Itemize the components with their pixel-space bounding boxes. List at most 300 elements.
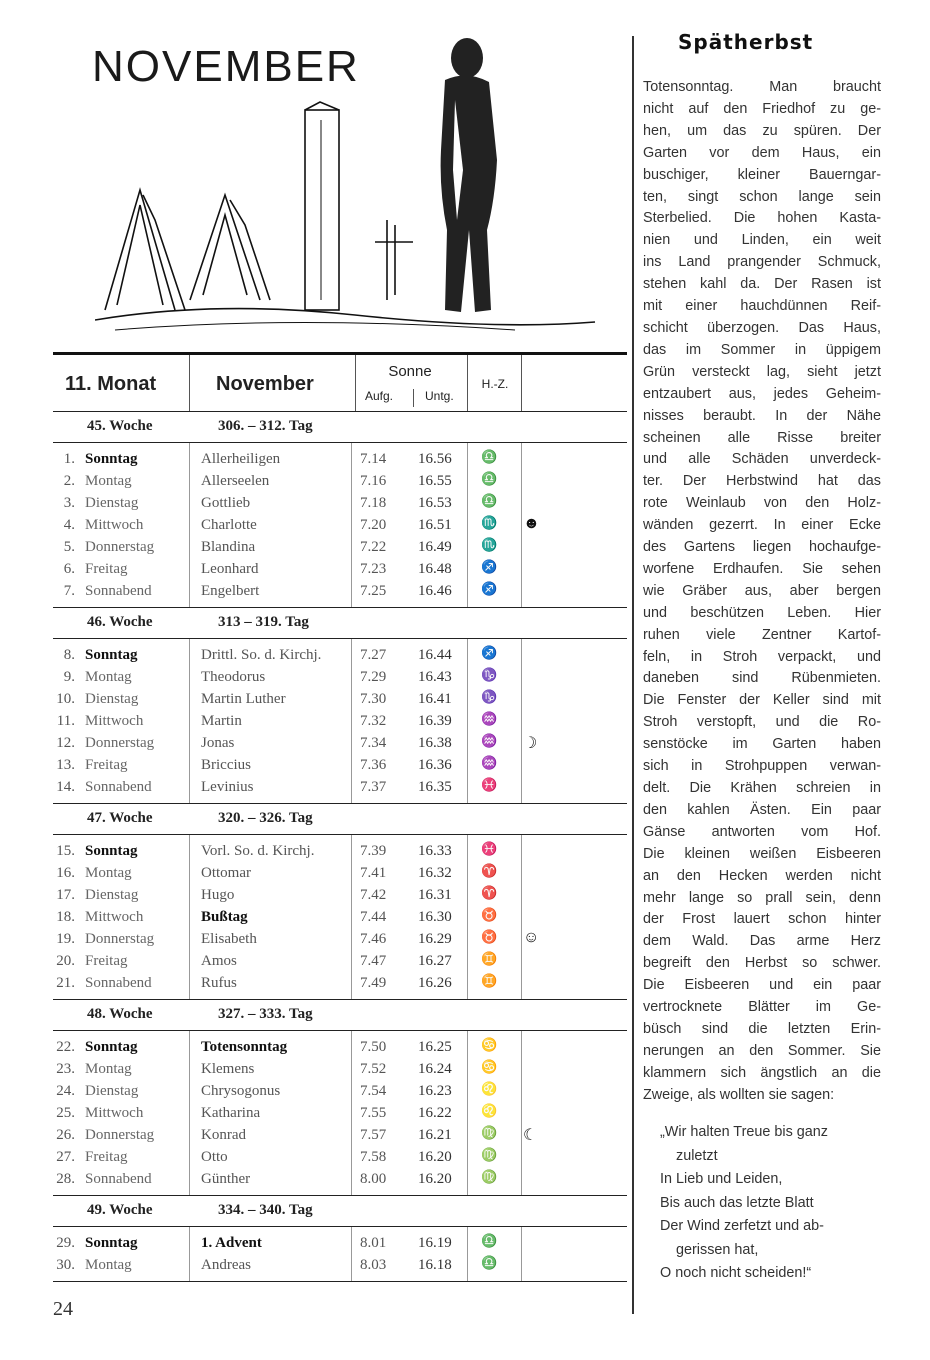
weekday-name: Donnerstag [85, 931, 155, 947]
day-row [53, 863, 627, 885]
day-number: 5. [63, 539, 75, 555]
sunset-time: 16.35 [418, 779, 452, 795]
day-row [53, 1059, 627, 1081]
zodiac-sign-icon: ♒ [481, 711, 498, 726]
sunrise-time: 7.32 [360, 713, 387, 729]
page-number: 24 [53, 1298, 73, 1320]
name-day: Konrad [201, 1127, 246, 1143]
month-number-header: 11. Monat [65, 373, 157, 395]
week-header [53, 1196, 627, 1227]
article-line: und beschützen Leben. Hier [643, 604, 881, 621]
day-row [53, 885, 627, 907]
article-line: Die Eisbeeren und ein paar [643, 977, 881, 994]
article-line: nicht auf den Friedhof zu ge- [643, 100, 881, 117]
weeks-container [53, 412, 627, 1282]
day-number: 27. [56, 1149, 75, 1165]
name-day: Ottomar [201, 865, 251, 881]
weekday-name: Dienstag [85, 887, 139, 903]
week-day-range: 306. – 312. Tag [218, 418, 313, 434]
zodiac-sign-icon: ♏ [481, 515, 498, 530]
zodiac-sign-icon: ♎ [481, 493, 498, 508]
weekday-name: Sonntag [85, 451, 138, 467]
weekday-name: Sonntag [85, 647, 138, 663]
week-label: 45. Woche [87, 418, 153, 434]
name-day: Allerseelen [201, 473, 270, 489]
day-number: 7. [63, 583, 75, 599]
sunrise-time: 7.29 [360, 669, 387, 685]
calendar-table [53, 352, 627, 1282]
zodiac-sign-icon: ♍ [481, 1125, 498, 1140]
sunrise-time: 7.52 [360, 1061, 387, 1077]
article-line: Die Fenster der Keller sind mit [643, 692, 881, 709]
week-days [53, 835, 627, 1000]
sunset-time: 16.18 [418, 1257, 452, 1273]
article-line: nien und Linden, ein weit [643, 232, 881, 249]
day-number: 16. [56, 865, 75, 881]
day-number: 26. [56, 1127, 75, 1143]
sunset-time: 16.33 [418, 843, 452, 859]
article-line: klammern sich ängstlich an die [643, 1064, 881, 1081]
day-number: 13. [56, 757, 75, 773]
article-line: nerungen an den Sommer. Sie [643, 1042, 881, 1059]
sunset-time: 16.38 [418, 735, 452, 751]
day-row [53, 1147, 627, 1169]
day-row [53, 1081, 627, 1103]
week-label: 49. Woche [87, 1202, 153, 1218]
article-line: Zweige, als wollten sie sagen: [643, 1086, 835, 1103]
sunset-time: 16.55 [418, 473, 452, 489]
weekday-name: Montag [85, 473, 132, 489]
zodiac-sign-icon: ♉ [481, 907, 498, 922]
weekday-name: Montag [85, 669, 132, 685]
week-header [53, 1000, 627, 1031]
zodiac-sign-icon: ♐ [481, 559, 498, 574]
sunrise-time: 7.36 [360, 757, 387, 773]
sunset-time: 16.23 [418, 1083, 452, 1099]
weekday-name: Mittwoch [85, 713, 144, 729]
day-row [53, 493, 627, 515]
sunrise-time: 7.18 [360, 495, 387, 511]
article-body [643, 77, 881, 1107]
sunrise-time: 7.49 [360, 975, 387, 991]
name-day: Andreas [201, 1257, 251, 1273]
article-line: ter. Der Herbstwind hat das [643, 473, 881, 490]
name-day: Jonas [201, 735, 235, 751]
name-day: Engelbert [201, 583, 260, 599]
name-day: Katharina [201, 1105, 261, 1121]
article-line: an den Hecken werden nicht [643, 867, 881, 884]
article-line: Grün versteckt lag, sieht jetzt [643, 363, 881, 380]
weekday-name: Mittwoch [85, 909, 144, 925]
name-day: Elisabeth [201, 931, 257, 947]
article-line: sich in Strohpuppen verwan- [643, 758, 881, 775]
sunrise-time: 7.14 [360, 451, 387, 467]
name-day: Totensonntag [201, 1039, 288, 1055]
weekday-name: Sonnabend [85, 1171, 152, 1187]
sunrise-time: 7.34 [360, 735, 387, 751]
week-days [53, 1031, 627, 1196]
day-number: 23. [56, 1061, 75, 1077]
zodiac-sign-icon: ♎ [481, 449, 498, 464]
sunset-time: 16.25 [418, 1039, 452, 1055]
day-number: 29. [56, 1235, 75, 1251]
sunset-time: 16.48 [418, 561, 452, 577]
weekday-name: Freitag [85, 953, 128, 969]
day-row [53, 755, 627, 777]
day-number: 3. [63, 495, 75, 511]
poem-line: „Wir halten Treue bis ganz [660, 1124, 828, 1140]
weekday-name: Donnerstag [85, 735, 155, 751]
sunrise-time: 7.54 [360, 1083, 387, 1099]
sunrise-time: 7.44 [360, 909, 387, 925]
week-day-range: 327. – 333. Tag [218, 1006, 313, 1022]
name-day: Briccius [201, 757, 251, 773]
sunset-time: 16.26 [418, 975, 452, 991]
sunrise-time: 7.20 [360, 517, 387, 533]
name-day: Hugo [201, 887, 235, 903]
sunset-time: 16.44 [418, 647, 452, 663]
week-label: 48. Woche [87, 1006, 153, 1022]
article-line: Sterbelied. Die hohen Kasta- [643, 210, 881, 227]
cemetery-illustration [95, 30, 615, 340]
article-line: entzaubert aus, jedes Geheim- [643, 385, 881, 402]
zodiac-sign-icon: ♒ [481, 733, 498, 748]
week-day-range: 334. – 340. Tag [218, 1202, 313, 1218]
zodiac-sign-icon: ♎ [481, 1233, 498, 1248]
article-line: hen, um das zu spüren. Der [643, 122, 881, 139]
day-number: 21. [56, 975, 75, 991]
article-line: Die kleinen weißen Eisbeeren [643, 845, 881, 862]
sunset-time: 16.31 [418, 887, 452, 903]
week-header [53, 804, 627, 835]
zodiac-sign-icon: ♌ [481, 1081, 498, 1096]
article-line: Gänse antworten vom Hof. [643, 823, 881, 840]
day-number: 4. [63, 517, 75, 533]
day-row [53, 515, 627, 537]
name-day: Martin Luther [201, 691, 286, 707]
sunrise-time: 7.57 [360, 1127, 387, 1143]
sunrise-time: 7.46 [360, 931, 387, 947]
day-row [53, 973, 627, 995]
sunset-time: 16.22 [418, 1105, 452, 1121]
article-line: vertrocknete Blätter im Ge- [643, 999, 881, 1016]
column-divider [632, 36, 634, 1314]
day-number: 20. [56, 953, 75, 969]
article-line: buschiger, kleiner Bauerngar- [643, 166, 881, 183]
poem-line: In Lieb und Leiden, [660, 1171, 783, 1187]
sunrise-time: 7.58 [360, 1149, 387, 1165]
sunset-time: 16.27 [418, 953, 452, 969]
poem-line: zuletzt [676, 1147, 718, 1164]
day-row [53, 777, 627, 799]
article-title: Spätherbst [678, 30, 814, 54]
sunset-time: 16.39 [418, 713, 452, 729]
zodiac-sign-icon: ♈ [481, 885, 498, 900]
article-line: Garten vor dem Haus, ein [643, 144, 881, 161]
sunset-time: 16.29 [418, 931, 452, 947]
day-number: 14. [56, 779, 75, 795]
day-number: 18. [56, 909, 75, 925]
sunrise-time: 7.39 [360, 843, 387, 859]
zodiac-sign-icon: ♒ [481, 755, 498, 770]
name-day: Blandina [201, 539, 256, 555]
sunset-time: 16.36 [418, 757, 452, 773]
weekday-name: Sonntag [85, 1039, 138, 1055]
zodiac-sign-icon: ♓ [481, 777, 498, 792]
weekday-name: Sonnabend [85, 975, 152, 991]
article-line: des Gartens liegen hochaufge- [643, 539, 881, 556]
week-header [53, 608, 627, 639]
sunrise-time: 7.37 [360, 779, 387, 795]
sunset-time: 16.24 [418, 1061, 452, 1077]
name-day: Vorl. So. d. Kirchj. [201, 843, 315, 859]
article-line: büsch sind die letzten Erin- [643, 1020, 881, 1037]
article-line: mit einer hauchdünnen Reif- [643, 298, 881, 315]
sunset-time: 16.30 [418, 909, 452, 925]
name-day: Günther [201, 1171, 251, 1187]
day-row [53, 581, 627, 603]
day-row [53, 667, 627, 689]
day-row [53, 1037, 627, 1059]
weekday-name: Donnerstag [85, 1127, 155, 1143]
weekday-name: Mittwoch [85, 1105, 144, 1121]
sunset-time: 16.21 [418, 1127, 452, 1143]
zodiac-sign-icon: ♈ [481, 863, 498, 878]
weekday-name: Dienstag [85, 1083, 139, 1099]
weekday-name: Freitag [85, 561, 128, 577]
article-line: der Frost lauert schon hinter [643, 911, 881, 928]
sunset-time: 16.41 [418, 691, 452, 707]
day-row [53, 733, 627, 755]
article-line: wie Gräber aus, aber bergen [643, 582, 881, 599]
sunset-time: 16.32 [418, 865, 452, 881]
week-header [53, 412, 627, 443]
sunrise-time: 7.47 [360, 953, 387, 969]
day-number: 24. [56, 1083, 75, 1099]
name-day: Theodorus [201, 669, 266, 685]
zodiac-sign-icon: ♎ [481, 1255, 498, 1270]
day-row [53, 537, 627, 559]
sun-header: Sonne [388, 363, 432, 380]
name-day: Leonhard [201, 561, 259, 577]
day-row [53, 689, 627, 711]
sunset-time: 16.51 [418, 517, 452, 533]
sunrise-time: 8.01 [360, 1235, 387, 1251]
name-day: Allerheiligen [201, 451, 281, 467]
weekday-name: Freitag [85, 757, 128, 773]
zodiac-sign-icon: ♏ [481, 537, 498, 552]
zodiac-sign-icon: ♑ [481, 689, 498, 704]
day-number: 10. [56, 691, 75, 707]
weekday-name: Sonnabend [85, 779, 152, 795]
week-days [53, 443, 627, 608]
zodiac-sign-icon: ♋ [481, 1037, 498, 1052]
weekday-name: Freitag [85, 1149, 128, 1165]
day-row [53, 1255, 627, 1277]
name-day: Otto [201, 1149, 228, 1165]
day-number: 22. [56, 1039, 75, 1055]
day-row [53, 1169, 627, 1191]
article-line: rote Weinlaub von den Holz- [643, 495, 881, 512]
sunrise-time: 7.16 [360, 473, 387, 489]
table-header [53, 355, 627, 412]
moon-phase-icon: ☽ [523, 735, 538, 752]
day-row [53, 951, 627, 973]
article-line: daneben sind Rübenmieten. [643, 670, 881, 687]
name-day: Levinius [201, 779, 254, 795]
zodiac-sign-icon: ♐ [481, 581, 498, 596]
day-number: 2. [63, 473, 75, 489]
weekday-name: Montag [85, 1257, 132, 1273]
sunrise-time: 7.23 [360, 561, 387, 577]
poem-line: gerissen hat, [676, 1241, 759, 1258]
zodiac-sign-icon: ♎ [481, 471, 498, 486]
zodiac-sign-icon: ♐ [481, 645, 498, 660]
day-row [53, 1233, 627, 1255]
sunrise-time: 7.41 [360, 865, 387, 881]
month-name-header: November [216, 373, 314, 395]
sunrise-time: 7.27 [360, 647, 387, 663]
name-day: Martin [201, 713, 242, 729]
article-line: scheinen alle Risse breiter [643, 429, 881, 446]
sunrise-time: 7.55 [360, 1105, 387, 1121]
weekday-name: Sonnabend [85, 583, 152, 599]
weekday-name: Mittwoch [85, 517, 144, 533]
article-line: feln, in Stroh verpackt, und [643, 648, 881, 665]
week-label: 46. Woche [87, 614, 153, 630]
page-title: NOVEMBER [92, 42, 360, 91]
sunset-time: 16.53 [418, 495, 452, 511]
moon-phase-icon: ☾ [523, 1127, 538, 1144]
zodiac-header: H.-Z. [481, 377, 509, 391]
week-days [53, 1227, 627, 1282]
sunset-time: 16.20 [418, 1171, 452, 1187]
article-line: ruhen viele Zentner Kartof- [643, 626, 881, 643]
day-number: 1. [63, 451, 75, 467]
day-row [53, 1103, 627, 1125]
article-line: mehr lange so prall sein, denn [643, 889, 881, 906]
day-number: 30. [56, 1257, 75, 1273]
day-row [53, 711, 627, 733]
week-day-range: 313 – 319. Tag [218, 614, 309, 630]
article-line: Totensonntag. Man braucht [643, 79, 881, 95]
sunrise-time: 7.30 [360, 691, 387, 707]
article-line: delt. Die Krähen schreien in [643, 780, 881, 796]
article-line: Stroh verstopft, und die Ro- [643, 714, 881, 731]
weekday-name: Montag [85, 865, 132, 881]
sunset-time: 16.46 [418, 583, 452, 599]
weekday-name: Dienstag [85, 691, 139, 707]
article-line: wänden gezerrt. In einer Ecke [643, 517, 881, 534]
moon-phase-icon: ☻ [523, 515, 540, 532]
weekday-name: Donnerstag [85, 539, 155, 555]
day-number: 15. [56, 843, 75, 859]
name-day: Charlotte [201, 517, 257, 533]
sunset-time: 16.56 [418, 451, 452, 467]
article-poem [660, 1124, 890, 1289]
sunrise-header: Aufg. [365, 389, 394, 403]
article-line: und alle Schäden unverdeck- [643, 451, 881, 468]
sunrise-time: 7.25 [360, 583, 387, 599]
weekday-name: Sonntag [85, 843, 138, 859]
zodiac-sign-icon: ♊ [481, 951, 498, 966]
article-line: stehen kahl da. Der Rasen ist [643, 276, 881, 293]
sunset-time: 16.49 [418, 539, 452, 555]
zodiac-sign-icon: ♉ [481, 929, 498, 944]
zodiac-sign-icon: ♍ [481, 1169, 498, 1184]
zodiac-sign-icon: ♑ [481, 667, 498, 682]
day-row [53, 645, 627, 667]
sunrise-time: 7.22 [360, 539, 387, 555]
week-label: 47. Woche [87, 810, 153, 826]
sunrise-time: 8.00 [360, 1171, 387, 1187]
weekday-name: Montag [85, 1061, 132, 1077]
day-row [53, 929, 627, 951]
zodiac-sign-icon: ♋ [481, 1059, 498, 1074]
day-number: 12. [56, 735, 75, 751]
article-line: begreift den Herbst so schwer. [643, 955, 881, 972]
article-line: dem Wald. Das arme Herz [643, 933, 881, 950]
day-row [53, 559, 627, 581]
day-number: 9. [63, 669, 75, 685]
day-number: 11. [56, 713, 75, 729]
sunset-header: Untg. [425, 389, 454, 403]
day-row [53, 907, 627, 929]
weekday-name: Dienstag [85, 495, 139, 511]
weekday-name: Sonntag [85, 1235, 138, 1251]
article-line: senstöcke im Garten haben [643, 736, 881, 753]
day-number: 6. [63, 561, 75, 577]
name-day: Gottlieb [201, 495, 251, 511]
name-day: Klemens [201, 1061, 255, 1077]
name-day: Amos [201, 953, 237, 969]
week-day-range: 320. – 326. Tag [218, 810, 313, 826]
zodiac-sign-icon: ♍ [481, 1147, 498, 1162]
name-day: Bußtag [201, 909, 248, 925]
sunset-time: 16.20 [418, 1149, 452, 1165]
sunrise-time: 7.50 [360, 1039, 387, 1055]
article-line: ins Land prangender Schmuck, [643, 254, 881, 271]
zodiac-sign-icon: ♊ [481, 973, 498, 988]
sunrise-time: 8.03 [360, 1257, 387, 1273]
day-number: 25. [56, 1105, 75, 1121]
day-number: 28. [56, 1171, 75, 1187]
article-line: ten, singt schon lange sein [643, 188, 881, 205]
article-line: schicht überzogen. Das Haus, [643, 319, 881, 336]
name-day: Drittl. So. d. Kirchj. [201, 647, 322, 663]
zodiac-sign-icon: ♓ [481, 841, 498, 856]
name-day: Chrysogonus [201, 1083, 281, 1099]
day-row [53, 1125, 627, 1147]
poem-line: Bis auch das letzte Blatt [660, 1194, 814, 1211]
article-line: den kahlen Ästen. Ein paar [643, 801, 881, 818]
name-day: 1. Advent [201, 1235, 262, 1251]
poem-line: Der Wind zerfetzt und ab- [660, 1218, 824, 1234]
sunrise-time: 7.42 [360, 887, 387, 903]
week-days [53, 639, 627, 804]
day-row [53, 841, 627, 863]
moon-phase-icon: ☺ [523, 929, 540, 946]
article-line: das im Sommer in üppigem [643, 341, 881, 358]
sunset-time: 16.43 [418, 669, 452, 685]
article-line: worfene Erdhaufen. Sie sehen [643, 560, 881, 577]
name-day: Rufus [201, 975, 237, 991]
article-line: nisses beraubt. In der Nähe [643, 407, 881, 424]
sunset-time: 16.19 [418, 1235, 452, 1251]
zodiac-sign-icon: ♌ [481, 1103, 498, 1118]
poem-line: O noch nicht scheiden!“ [660, 1265, 812, 1281]
day-number: 8. [63, 647, 75, 663]
